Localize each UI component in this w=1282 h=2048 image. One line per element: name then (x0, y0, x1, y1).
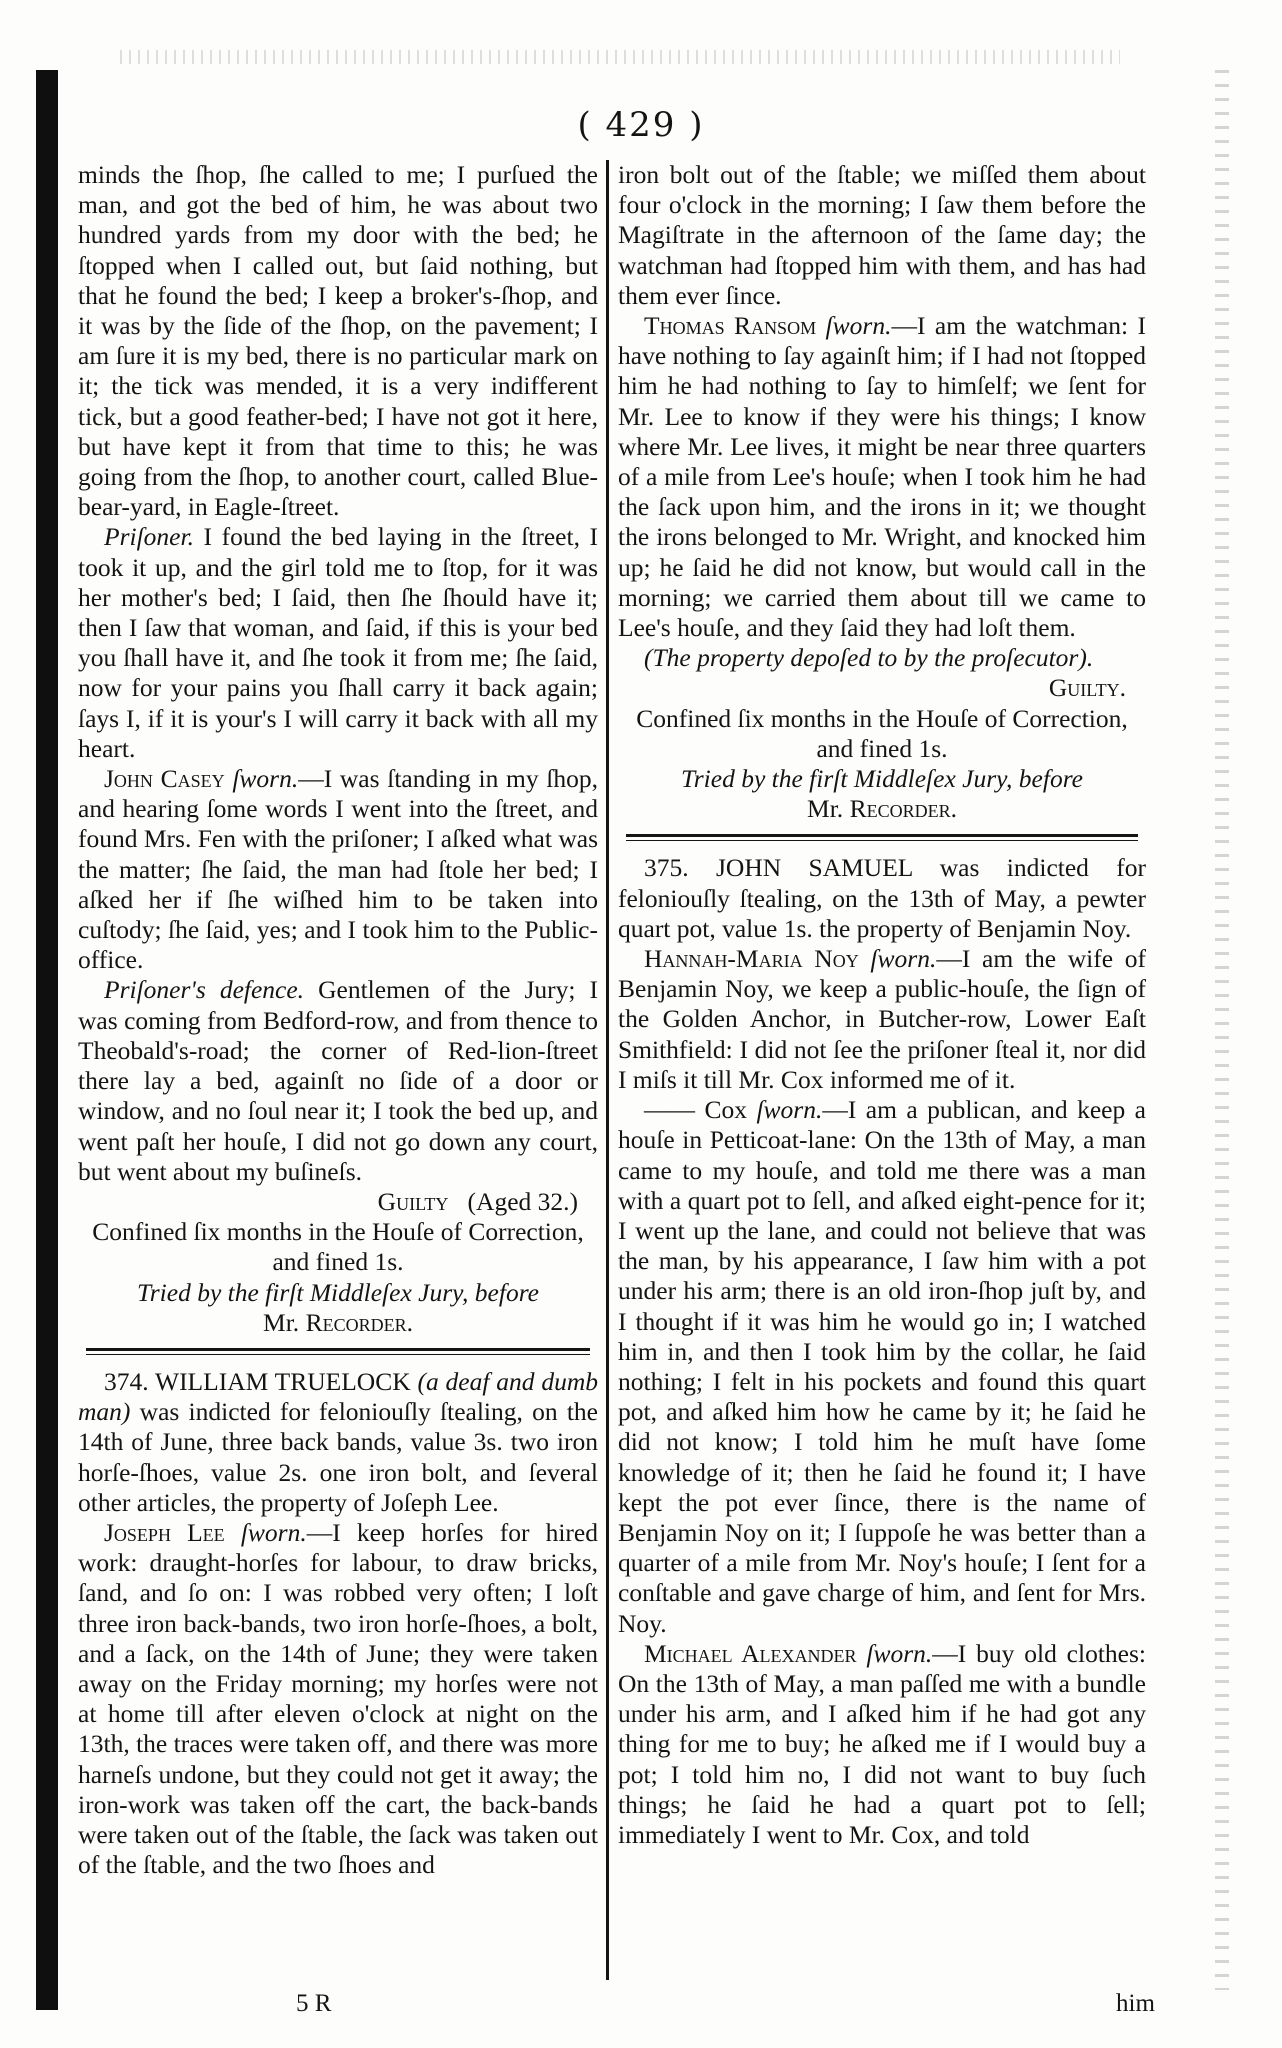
paragraph (618, 311, 1146, 643)
paragraph-text: —I am a publican, and keep a houſe in Petticoat-lane: On the 13th of May, a man came to my houſe, and told me there was a man with a quart pot to ſell, and aſked eight-pence for it; I went up the lane, and could not believe that was the man, by his appearance, I ſaw him with a pot under his arm; there is an old iron-ſhop juſt by, and I thought if it was him he would go in; I watched him in, and then I took him by the collar, he ſaid nothing; I felt in his pockets and found this quart pot, and aſked him how he came by it; he ſaid he did not know; I told him he muſt have ſome knowledge of it; then he ſaid he found it; I have kept the pot ever ſince, there is the name of Benjamin Noy on it; I ſuppoſe he was better than a quarter of a mile from Mr. Noy's houſe; I ſent for a conſtable and gave charge of him, and ſent for Mrs. Noy. (618, 1095, 1147, 1638)
tried-text: Tried by the firſt Middleſex Jury, before (136, 1277, 539, 1307)
sworn-label: ſworn. (232, 764, 299, 794)
paragraph-text: —I buy old clothes: On the 13th of May, a man paſſed me with a bundle under his arm, and I aſked him if he had got any thing for me to buy; he aſked me if I would buy a pot; I told him no, I did not want to buy ſuch things; he ſaid he had a quart pot to ſell; immediately I went to Mr. Cox, and told (618, 1638, 1146, 1849)
paragraph (618, 1095, 1146, 1639)
right-column (618, 160, 1146, 1850)
verdict: Guilty. (1048, 673, 1126, 703)
paragraph: iron bolt out of the ſtable; we miſſed them about four o'clock in the morning; I ſaw them before the Magiſtrate in the afternoon of the ſame day; the watchman had ſtopped him with them, and has had them ever ſince. (618, 160, 1146, 310)
speaker-label: Priſoner. (104, 522, 194, 552)
deposed-text: (The property depoſed to by the proſecutor). (644, 643, 1094, 673)
paragraph-text: —I am the wife of Benjamin Noy, we keep a public-houſe, the ſign of the Golden Anchor, in Butcher-row, Lower Eaſt Smithfield: I did not ſee the priſoner ſteal it, nor did I miſs it till Mr. Cox informed me of it. (618, 944, 1146, 1094)
paragraph-text: —I was ſtanding in my ſhop, and hearing ſome words I went into the ſtreet, and found Mrs. Fen with the priſoner; I aſked what was the matter; ſhe ſaid, the man had ſtole her bed; I aſked her if ſhe wiſhed him to be taken into cuſtody; ſhe ſaid, yes; and I took him to the Public-office. (78, 764, 598, 975)
paragraph-text: I found the bed laying in the ſtreet, I took it up, and the girl told me to ſtop, for it was her mother's bed; I ſaid, then ſhe ſhould have it; then I ſaw that woman, and ſaid, if this is your bed you ſhall have it, and ſhe took it from me; ſhe ſaid, now for your pains you ſhall carry it back again; ſays I, if it is your's I will carry it back with all my heart. (78, 522, 599, 763)
witness-name: Hannah-Maria Noy (644, 944, 859, 974)
age: (Aged 32.) (467, 1186, 578, 1216)
paragraph-text: —I am the watchman: I have nothing to ſay againſt him; if I had not ſtopped him he had nothing to ſay to himſelf; we ſent for Mr. Lee to know if they were his things; I know where Mr. Lee lives, it might be near three quarters of a mile from Lee's houſe; when I took him he had the ſack upon him, and the irons in it; we thought the irons belonged to Mr. Wright, and knocked him up; he ſaid he did not know, but would call in the morning; we carried them about till we came to Lee's houſe, and they ſaid they had loſt them. (618, 311, 1146, 643)
paragraph (78, 975, 598, 1186)
case-number: 374. (104, 1366, 149, 1396)
defendant-note: (a deaf and dumb man) (78, 1366, 599, 1427)
sworn-label: ſworn. (866, 1638, 933, 1668)
tried-text: Tried by the firſt Middleſex Jury, before (680, 764, 1083, 794)
scan-noise-top (120, 50, 1120, 64)
paragraph (618, 1639, 1146, 1850)
tried-line (618, 764, 1146, 824)
scan-noise-right (1215, 70, 1229, 1990)
case-heading (78, 1367, 598, 1518)
recorder-name: Recorder. (849, 794, 957, 824)
indictment-text: was indicted for feloniouſly ſtealing, on the 13th of May, a pewter quart pot, value 1s. the property of Benjamin Noy. (618, 853, 1147, 943)
sworn-label: ſworn. (870, 944, 937, 974)
page-number: ( 429 ) (577, 105, 705, 145)
recorder-prefix: Mr. (807, 794, 844, 824)
case-heading (618, 853, 1146, 944)
recorder-name: Recorder. (305, 1307, 413, 1337)
sworn-label: ſworn. (825, 311, 892, 341)
indictment-text: was indicted for feloniouſly ſtealing, on the 14th of June, three back bands, value 3s. two iron horſe-ſhoes, value 2s. one iron bolt, and ſeveral other articles, the property of Joſeph Lee. (78, 1397, 598, 1517)
sworn-label: ſworn. (240, 1517, 307, 1547)
tried-line (78, 1278, 598, 1338)
case-number: 375. (644, 853, 689, 883)
verdict-line (78, 1187, 598, 1217)
witness-name: —— Cox (644, 1095, 747, 1125)
deposed-note (618, 643, 1146, 673)
witness-name: Michael Alexander (644, 1638, 857, 1668)
verdict-line (618, 673, 1146, 703)
paragraph (618, 944, 1146, 1095)
scan-binding-edge (36, 70, 58, 2010)
witness-name: Joseph Lee (104, 1517, 225, 1547)
signature-mark: 5 R (296, 1990, 332, 2017)
paragraph: minds the ſhop, ſhe called to me; I purſued the man, and got the bed of him, he was about two hundred yards from my door with the bed; he ſtopped when I called out, but ſaid nothing, but that he found the bed; I keep a broker's-ſhop, and it was by the ſide of the ſhop, on the pavement; I am ſure it is my bed, there is no particular mark on it; the tick was mended, it is a very indifferent tick, but a good feather-bed; I have not got it here, but have kept it from that time to this; he was going from the ſhop, to another court, called Blue-bear-yard, in Eagle-ſtreet. (78, 160, 598, 522)
defendant-name: JOHN SAMUEL (715, 853, 913, 883)
left-column (78, 160, 598, 1880)
catchword: him (1116, 1990, 1155, 2017)
paragraph (78, 1518, 598, 1880)
paragraph-text: —I keep horſes for hired work: draught-horſes for labour, to draw bricks, ſand, and ſo on: I was robbed very often; I loſt three iron back-bands, two iron horſe-ſhoes, a bolt, and a ſack, on the 14th of June; they were taken away on the Friday morning; my horſes were not at home till after eleven o'clock at night on the 13th, the traces were taken off, and there was more harneſs undone, but they could not get it away; the iron-work was taken off the cart, the back-bands were taken out of the ſtable, the ſack was taken out of the ſtable, and the two ſhoes and (78, 1517, 598, 1880)
sentence: Confined ſix months in the Houſe of Correction, and fined 1s. (92, 1217, 584, 1277)
sworn-label: ſworn. (756, 1095, 823, 1125)
section-rule (86, 1348, 590, 1355)
defendant-name: WILLIAM TRUELOCK (155, 1366, 411, 1396)
recorder-prefix: Mr. (263, 1307, 300, 1337)
witness-name: John Casey (104, 764, 225, 794)
verdict: Guilty (377, 1186, 449, 1216)
speaker-label: Priſoner's defence. (104, 975, 305, 1005)
paragraph (78, 522, 598, 764)
paragraph (78, 764, 598, 975)
column-divider (606, 160, 609, 1980)
paragraph-text: Gentlemen of the Jury; I was coming from Bedford-row, and from thence to Theobald's-road; the corner of Red-lion-ſtreet there lay a bed, againſt no ſide of a door or window, and no ſoul near it; I took the bed up, and went paſt her houſe, I did not go down any court, but went about my buſineſs. (78, 975, 599, 1186)
section-rule (626, 834, 1138, 841)
witness-name: Thomas Ransom (644, 311, 817, 341)
sentence: Confined ſix months in the Houſe of Correction, and fined 1s. (636, 703, 1128, 763)
